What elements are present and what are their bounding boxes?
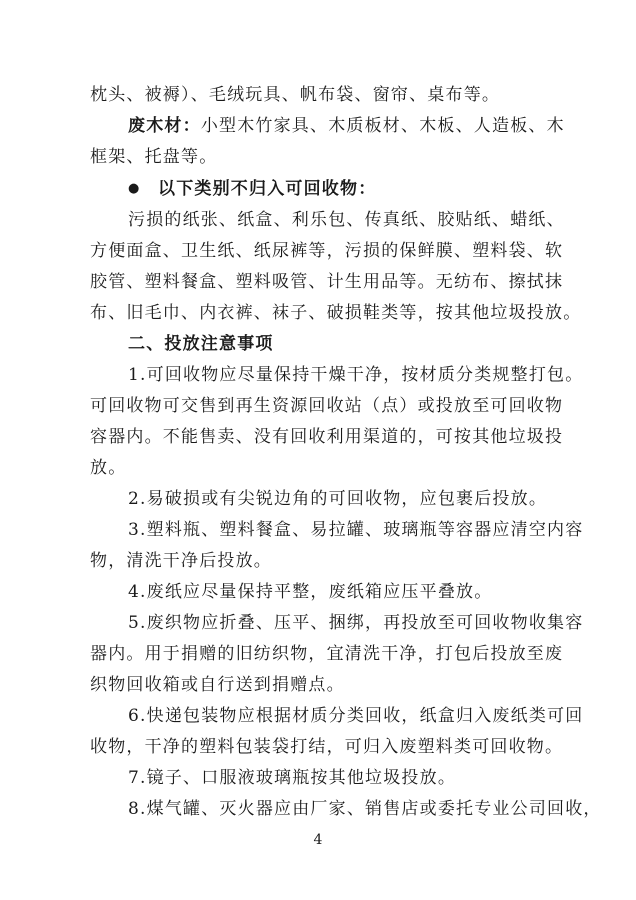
text-line-14	[128, 488, 547, 510]
text-line-11	[90, 395, 563, 417]
line-text: 1.可回收物应尽量保持干燥干净，按材质分类规整打包。	[128, 365, 584, 385]
text-line-7	[90, 271, 563, 293]
text-line-8	[90, 302, 581, 324]
line-text: 布、旧毛巾、内衣裤、袜子、破损鞋类等，按其他垃圾投放。	[90, 303, 582, 323]
text-line-22	[90, 736, 563, 758]
line-text: 物，清洗干净后投放。	[90, 551, 272, 571]
text-line-1	[90, 84, 500, 106]
text-line-20	[90, 674, 345, 696]
line-text: 容器内。不能售卖、没有回收利用渠道的，可按其他垃圾投	[90, 427, 564, 447]
category-label-wood: 废木材：	[128, 116, 201, 136]
text-line-19	[90, 643, 563, 665]
text-line-24	[128, 798, 602, 820]
section-heading-disposal-notes	[128, 333, 274, 355]
text-line-5	[128, 209, 565, 231]
text-line-13	[90, 457, 126, 479]
line-text: 5.废织物应折叠、压平、捆绑，再投放至可回收物收集容	[128, 613, 584, 633]
text-line-18	[128, 612, 583, 634]
bullet-icon: ●	[128, 181, 140, 196]
line-text: 3.塑料瓶、塑料餐盒、易拉罐、玻璃瓶等容器应清空内容	[128, 520, 584, 540]
line-text: 小型木竹家具、木质板材、木板、人造板、木	[200, 116, 565, 136]
line-text: 胶管、塑料餐盒、塑料吸管、计生用品等。无纺布、擦拭抹	[90, 272, 564, 292]
line-text: 收物，干净的塑料包装袋打结，可归入废塑料类可回收物。	[90, 737, 564, 757]
line-text: 织物回收箱或自行送到捐赠点。	[90, 675, 345, 695]
page-number: 4	[313, 832, 323, 848]
line-text: 框架、托盘等。	[90, 147, 218, 167]
text-line-21	[128, 705, 583, 727]
text-line-2	[128, 115, 565, 137]
section-subheading-non-recyclables	[158, 178, 376, 200]
text-line-17	[128, 581, 492, 603]
line-text: 放。	[90, 458, 127, 478]
subheading-text: 以下类别不归入可回收物：	[158, 179, 377, 199]
line-text: 8.煤气罐、灭火器应由厂家、销售店或委托专业公司回收，	[128, 799, 602, 819]
text-line-23	[128, 767, 456, 789]
line-text: 4.废纸应尽量保持平整，废纸箱应压平叠放。	[128, 582, 493, 602]
line-text: 枕头、被褥）、毛绒玩具、帆布袋、窗帘、桌布等。	[90, 85, 501, 105]
text-line-10	[128, 364, 583, 386]
line-text: 可回收物可交售到再生资源回收站（点）或投放至可回收物	[90, 396, 564, 416]
line-text: 6.快递包装物应根据材质分类回收，纸盒归入废纸类可回	[128, 706, 584, 726]
line-text: 方便面盒、卫生纸、纸尿裤等，污损的保鲜膜、塑料袋、软	[90, 241, 564, 261]
heading-text: 二、投放注意事项	[128, 334, 274, 354]
line-text: 2.易破损或有尖锐边角的可回收物，应包裹后投放。	[128, 489, 548, 509]
text-line-12	[90, 426, 563, 448]
text-line-15	[128, 519, 583, 541]
text-line-16	[90, 550, 272, 572]
line-text: 器内。用于捐赠的旧纺织物，宜清洗干净，打包后投放至废	[90, 644, 564, 664]
text-line-3	[90, 146, 217, 168]
text-line-6	[90, 240, 563, 262]
line-text: 污损的纸张、纸盒、利乐包、传真纸、胶贴纸、蜡纸、	[128, 210, 565, 230]
line-text: 7.镜子、口服液玻璃瓶按其他垃圾投放。	[128, 768, 457, 788]
